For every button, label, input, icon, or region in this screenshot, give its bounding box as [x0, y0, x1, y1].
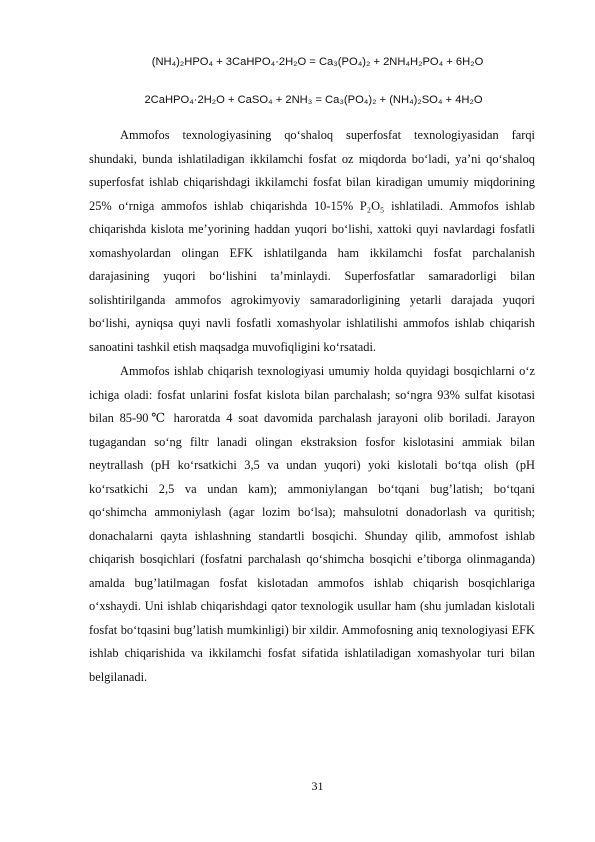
paragraph-ammofos-production-stages: Ammofos ishlab chiqarish texnologiyasi umumiy holda quyidagi bosqichlarni o‘z ichiga oladi: fosfat unlarini fosfat kislota bilan parchalash; so‘ngra 93% sulfat kisotasi bilan 85-90℃ haroratda 4 soat davomida parchalash jarayoni olib boriladi. Jarayon tugagandan so‘ng filtr lanadi olingan ekstraksion fosfor kislotasini ammiak bilan neytrallash (pH ko‘rsatkichi 3,5 va undan yuqori) yoki kislotali bo‘tqa olish (pH ko‘rsatkichi 2,5 va undan kam); ammoniylangan bo‘tqani bug’latish; bo‘tqani qo‘shimcha ammoniylash (agar lozim bo‘lsa); mahsulotni donadorlash va quritish; donachalarni qayta ishlashning standartli bosqichi. Shunday qilib, ammofost ishlab chiqarish bosqichlari (fosfatni parchalash qo‘shimcha bosqichi e’tiborga olinmaganda) amalda bug’latilmagan fosfat kislotadan ammofos ishlab chiqarish bosqichlariga o‘xshaydi. Uni ishlab chiqarishdagi qator texnologik usullar ham (shu jumladan kislotali fosfat bo‘tqasini bug’latish mumkinligi) bir xildir. Ammofosning aniq texnologiyasi EFK ishlab chiqarishida va ikkilamchi fosfat sifatida ishlatiladigan xomashyolar turi bilan belgilanadi.	[89, 364, 535, 684]
chemical-equation-1: (NH₄)₂HPO₄ + 3CaHPO₄·2H₂O = Ca₃(PO₄)₂ + 2NH₄H₂PO₄ + 6H₂O	[151, 56, 484, 68]
page-number: 31	[311, 779, 324, 793]
paragraph-ammofos-technology-difference: Ammofos texnologiyasining qo‘shaloq superfosfat texnologiyasidan farqi shundaki, bunda ishlatiladigan ikkilamchi fosfat oz miqdorda bo‘ladi, ya’ni qo‘shaloq superfosfat ishlab chiqarishdagi ikkilamchi fosfat bilan kiradigan umumiy miqdorining 25% o‘rniga ammofos ishlab chiqarishda 10-15% P₂O₅ ishlatiladi. Ammofos ishlab chiqarishda kislota me’yorining haddan yuqori bo‘lishi, xattoki quyi navlardagi fosfatli xomashyolardan olingan EFK ishlatilganda ham ikkilamchi fosfat parchalanish darajasining yuqori bo‘lishini ta’minlaydi. Superfosfatlar samaradorligi bilan solishtirilganda ammofos agrokimyoviy samaradorligining yetarli darajada yuqori bo‘lishi, ayniqsa quyi navli fosfatli xomashyolar ishlatilishi ammofos ishlab chiqarish sanoatini tashkil etish maqsadga muvofiqligini ko‘rsatadi.	[89, 128, 535, 354]
chemical-equation-2: 2CaHPO₄·2H₂O + CaSO₄ + 2NH₃ = Ca₃(PO₄)₂ + (NH₄)₂SO₄ + 4H₂O	[144, 94, 483, 106]
